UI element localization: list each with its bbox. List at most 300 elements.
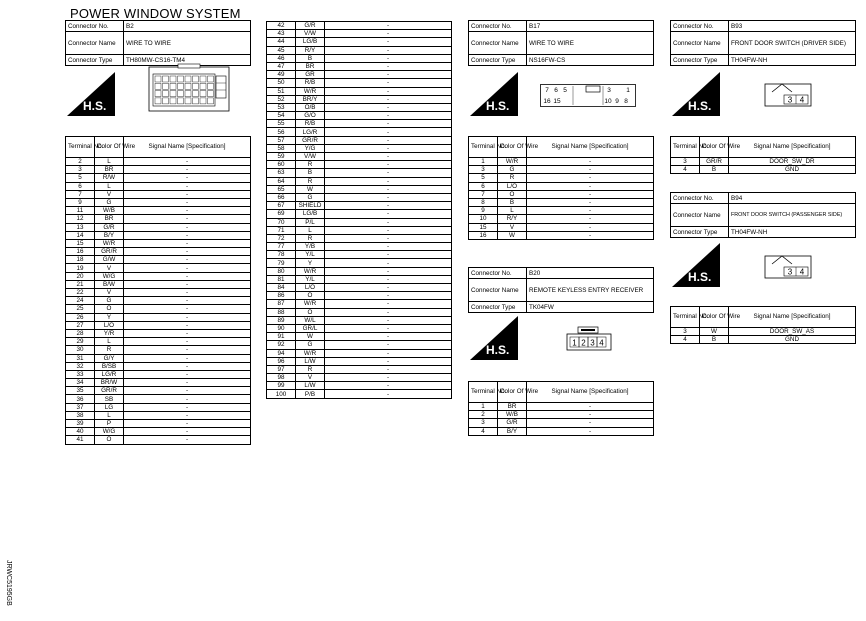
signal-name-cell: - (527, 182, 654, 190)
table-row (66, 346, 251, 354)
signal-name-cell: - (124, 280, 251, 288)
terminal-no-cell: 4 (671, 166, 700, 174)
b20-pin-label: 4 (599, 338, 604, 348)
terminal-no-cell: 47 (267, 62, 296, 70)
terminal-no-cell: 12 (66, 215, 95, 223)
terminal-no-cell: 25 (66, 305, 95, 313)
terminal-no-cell: 29 (66, 338, 95, 346)
signal-name-cell: - (325, 251, 452, 259)
signal-name-cell: - (124, 395, 251, 403)
wire-color-cell: O (95, 436, 124, 444)
terminal-no-cell: 11 (66, 207, 95, 215)
table-row (267, 374, 452, 382)
wire-color-cell: P/L (296, 218, 325, 226)
wire-color-cell: SB (95, 395, 124, 403)
wire-color-cell: O (95, 305, 124, 313)
wire-color-cell: W/L (296, 316, 325, 324)
terminal-no-header: Terminal No. (66, 137, 95, 158)
signal-name-cell: - (325, 382, 452, 390)
table-row (469, 215, 654, 223)
signal-name-cell: - (325, 234, 452, 242)
terminal-no-cell: 1 (469, 158, 498, 166)
terminal-no-cell: 26 (66, 313, 95, 321)
table-row (66, 264, 251, 272)
signal-name-cell: - (124, 198, 251, 206)
terminal-no-cell: 4 (469, 427, 498, 435)
table-row (267, 300, 452, 308)
terminal-no-cell: 16 (469, 231, 498, 239)
wire-color-cell: W/R (296, 349, 325, 357)
table-row (66, 289, 251, 297)
table-row (469, 174, 654, 182)
signal-name-cell: - (325, 169, 452, 177)
b20-connector-name: REMOTE KEYLESS ENTRY RECEIVER (527, 279, 654, 302)
wire-color-cell: GR/R (95, 387, 124, 395)
terminal-no-cell: 27 (66, 321, 95, 329)
signal-name-cell: - (325, 259, 452, 267)
signal-name-cell: - (325, 71, 452, 79)
terminal-no-cell: 64 (267, 177, 296, 185)
signal-name-cell: - (527, 427, 654, 435)
signal-name-header: Signal Name [Specification] (729, 307, 856, 328)
terminal-no-cell: 21 (66, 280, 95, 288)
terminal-no-cell: 19 (66, 264, 95, 272)
signal-name-cell: - (124, 387, 251, 395)
signal-name-cell: - (325, 185, 452, 193)
b20-connector-face-icon (566, 326, 612, 352)
b94-connector-type: TH04FW-NH (729, 227, 856, 238)
signal-name-cell: - (124, 166, 251, 174)
terminal-no-cell: 49 (267, 71, 296, 79)
table-row (66, 280, 251, 288)
connector-name-label: Connector Name (671, 32, 729, 55)
signal-name-cell: - (124, 411, 251, 419)
wire-color-cell: V (296, 374, 325, 382)
signal-name-cell: - (124, 403, 251, 411)
signal-name-cell: - (124, 354, 251, 362)
table-row (66, 207, 251, 215)
b2-pin-rows-a (66, 158, 251, 445)
b94-pin-label: 3 (787, 267, 793, 277)
wire-color-cell: R/B (296, 120, 325, 128)
wire-color-cell: V/W (296, 153, 325, 161)
signal-name-cell: - (325, 243, 452, 251)
terminal-no-cell: 28 (66, 329, 95, 337)
wire-color-cell: G (95, 297, 124, 305)
table-row (267, 267, 452, 275)
signal-name-cell: - (325, 202, 452, 210)
b17-pin-label: 1 (626, 87, 630, 94)
table-row (66, 174, 251, 182)
signal-name-cell: - (325, 153, 452, 161)
signal-name-cell: - (325, 218, 452, 226)
wire-color-cell: GR/R (95, 248, 124, 256)
wire-color-cell: GR/R (700, 158, 729, 166)
wire-color-cell: R (296, 177, 325, 185)
table-row (66, 420, 251, 428)
wire-color-cell: L (296, 226, 325, 234)
wire-color-cell: LG (95, 403, 124, 411)
table-row (66, 239, 251, 247)
table-row (267, 218, 452, 226)
table-row (267, 87, 452, 95)
table-row (267, 210, 452, 218)
wire-color-cell: R/Y (498, 215, 527, 223)
table-row (66, 231, 251, 239)
terminal-no-cell: 97 (267, 365, 296, 373)
signal-name-cell: - (325, 120, 452, 128)
wire-color-cell: B (296, 169, 325, 177)
wire-color-cell: L (95, 411, 124, 419)
b94-connector-face-icon (764, 250, 812, 280)
terminal-no-cell: 77 (267, 243, 296, 251)
terminal-no-cell: 92 (267, 341, 296, 349)
table-row (267, 136, 452, 144)
b94-connector-name: FRONT DOOR SWITCH (PASSENGER SIDE) (729, 204, 856, 227)
signal-name-cell: - (527, 231, 654, 239)
signal-name-cell: - (124, 346, 251, 354)
terminal-no-cell: 33 (66, 370, 95, 378)
terminal-no-cell: 100 (267, 390, 296, 398)
hs-badge-icon (672, 243, 722, 287)
wire-color-cell: B/SB (95, 362, 124, 370)
wire-color-cell: BR (95, 166, 124, 174)
wire-color-cell: BR (95, 215, 124, 223)
b17-connector-face-icon (540, 84, 636, 108)
b93-connector-info (670, 20, 856, 66)
table-row (66, 158, 251, 166)
signal-name-header: Signal Name [Specification] (527, 137, 654, 158)
terminal-no-cell: 87 (267, 300, 296, 308)
b17-pin-label: 16 (543, 98, 551, 105)
terminal-no-cell: 56 (267, 128, 296, 136)
terminal-no-cell: 38 (66, 411, 95, 419)
signal-name-cell: - (124, 338, 251, 346)
terminal-no-cell: 6 (469, 182, 498, 190)
signal-name-cell: - (325, 128, 452, 136)
connector-name-label: Connector Name (469, 279, 527, 302)
terminal-no-cell: 5 (66, 174, 95, 182)
hs-label: H.S. (486, 343, 510, 357)
connector-type-label: Connector Type (66, 55, 124, 66)
terminal-no-cell: 71 (267, 226, 296, 234)
table-row (469, 166, 654, 174)
table-row (66, 428, 251, 436)
table-row (267, 193, 452, 201)
table-row (267, 128, 452, 136)
table-row (267, 177, 452, 185)
table-row (267, 234, 452, 242)
table-row (267, 243, 452, 251)
b17-pin-label: 9 (615, 98, 619, 105)
b17-pin-label: 6 (554, 87, 558, 94)
terminal-no-cell: 99 (267, 382, 296, 390)
terminal-no-cell: 3 (671, 328, 700, 336)
b94-connector-info (670, 192, 856, 238)
table-row (267, 144, 452, 152)
terminal-no-cell: 57 (267, 136, 296, 144)
wire-color-cell: L/W (296, 357, 325, 365)
table-row (469, 223, 654, 231)
signal-name-cell: - (124, 158, 251, 166)
terminal-no-cell: 65 (267, 185, 296, 193)
terminal-no-cell: 14 (66, 231, 95, 239)
table-row (469, 419, 654, 427)
b2-pin-table-b (266, 21, 452, 399)
table-row (66, 215, 251, 223)
signal-name-cell: - (325, 95, 452, 103)
connector-type-label: Connector Type (671, 55, 729, 66)
wire-color-cell: W/R (296, 87, 325, 95)
table-row (66, 256, 251, 264)
table-row (66, 313, 251, 321)
b93-connector-no: B93 (729, 21, 856, 32)
signal-name-cell: - (325, 136, 452, 144)
terminal-no-cell: 39 (66, 420, 95, 428)
wire-color-cell: Y (296, 259, 325, 267)
b17-pin-table (468, 136, 654, 240)
wire-color-cell: W/B (498, 411, 527, 419)
signal-name-cell: - (325, 22, 452, 30)
terminal-no-cell: 78 (267, 251, 296, 259)
table-row (267, 79, 452, 87)
b17-pin-label: 7 (545, 87, 549, 94)
b93-connector-type: TH04FW-NH (729, 55, 856, 66)
table-row (267, 308, 452, 316)
table-row (66, 387, 251, 395)
b2-pin-table-a (65, 136, 251, 445)
hs-label: H.S. (688, 270, 712, 284)
b17-pin-label: 10 (604, 98, 612, 105)
signal-name-cell: - (527, 207, 654, 215)
wire-color-cell: Y/L (296, 275, 325, 283)
wire-color-cell: L/W (296, 382, 325, 390)
signal-name-cell: - (124, 313, 251, 321)
table-row (469, 190, 654, 198)
wire-color-cell: B (296, 54, 325, 62)
table-row (267, 62, 452, 70)
b20-pin-label: 3 (590, 338, 595, 348)
terminal-no-cell: 89 (267, 316, 296, 324)
terminal-no-cell: 91 (267, 333, 296, 341)
b93-pin-table (670, 136, 856, 174)
color-of-wire-header: Color Of Wire (95, 137, 124, 158)
terminal-no-cell: 9 (469, 207, 498, 215)
table-row (267, 71, 452, 79)
signal-name-header: Signal Name [Specification] (729, 137, 856, 158)
signal-name-cell: - (325, 30, 452, 38)
table-row (66, 395, 251, 403)
wire-color-cell: V (95, 264, 124, 272)
connector-no-label: Connector No. (671, 21, 729, 32)
b20-connector-type: TK04FW (527, 302, 654, 313)
terminal-no-cell: 1 (469, 403, 498, 411)
terminal-no-cell: 2 (66, 158, 95, 166)
table-row (66, 297, 251, 305)
table-row (267, 103, 452, 111)
wire-color-cell: LG/R (296, 128, 325, 136)
table-row (66, 411, 251, 419)
terminal-no-cell: 6 (66, 182, 95, 190)
table-row (66, 166, 251, 174)
b93-pin-rows (671, 158, 856, 174)
wire-color-cell: GR/R (296, 136, 325, 144)
terminal-no-cell: 13 (66, 223, 95, 231)
wire-color-cell: G (95, 198, 124, 206)
terminal-no-cell: 37 (66, 403, 95, 411)
signal-name-cell: - (325, 54, 452, 62)
signal-name-cell: - (325, 177, 452, 185)
b17-pin-label: 15 (553, 98, 561, 105)
table-row (267, 357, 452, 365)
terminal-no-cell: 46 (267, 54, 296, 62)
signal-name-cell: - (124, 370, 251, 378)
signal-name-cell: DOOR_SW_AS (729, 328, 856, 336)
signal-name-header: Signal Name [Specification] (527, 382, 654, 403)
signal-name-cell: - (124, 223, 251, 231)
side-code: JRWC5195GB (5, 560, 12, 606)
wire-color-cell: O (296, 292, 325, 300)
wire-color-cell: L (95, 182, 124, 190)
signal-name-cell: - (124, 215, 251, 223)
signal-name-cell: - (124, 248, 251, 256)
terminal-no-cell: 94 (267, 349, 296, 357)
b17-pin-label: 8 (624, 98, 628, 105)
wire-color-cell: R/W (95, 174, 124, 182)
wire-color-cell: R (296, 365, 325, 373)
table-row (66, 305, 251, 313)
terminal-no-cell: 8 (469, 198, 498, 206)
terminal-no-cell: 98 (267, 374, 296, 382)
terminal-no-cell: 3 (66, 166, 95, 174)
color-of-wire-header: Color Of Wire (498, 382, 527, 403)
terminal-no-cell: 67 (267, 202, 296, 210)
connector-name-label: Connector Name (469, 32, 527, 55)
wire-color-cell: GR/L (296, 324, 325, 332)
b94-connector-no: B94 (729, 193, 856, 204)
signal-name-cell: - (124, 182, 251, 190)
b2-connector-no: B2 (124, 21, 251, 32)
terminal-no-cell: 16 (66, 248, 95, 256)
terminal-no-cell: 81 (267, 275, 296, 283)
signal-name-cell: - (325, 38, 452, 46)
table-row (267, 341, 452, 349)
wire-color-cell: L/O (95, 321, 124, 329)
table-row (469, 182, 654, 190)
table-row (267, 120, 452, 128)
terminal-no-header: Terminal No. (469, 382, 498, 403)
terminal-no-cell: 52 (267, 95, 296, 103)
signal-name-cell: - (124, 297, 251, 305)
signal-name-cell: - (325, 308, 452, 316)
signal-name-cell: - (325, 275, 452, 283)
wire-color-cell: V/W (296, 30, 325, 38)
signal-name-header: Signal Name [Specification] (124, 137, 251, 158)
signal-name-cell: - (124, 174, 251, 182)
wire-color-cell: G (498, 166, 527, 174)
signal-name-cell: - (527, 174, 654, 182)
wire-color-cell: G/W (95, 256, 124, 264)
wire-color-cell: BR/W (95, 379, 124, 387)
terminal-no-cell: 50 (267, 79, 296, 87)
terminal-no-cell: 59 (267, 153, 296, 161)
signal-name-cell: - (124, 231, 251, 239)
wire-color-cell: G/O (296, 112, 325, 120)
wire-color-cell: O (296, 308, 325, 316)
signal-name-cell: - (325, 193, 452, 201)
terminal-no-cell: 4 (671, 336, 700, 344)
signal-name-cell: GND (729, 336, 856, 344)
hs-badge-icon (67, 72, 117, 116)
table-row (671, 328, 856, 336)
wire-color-cell: LG/R (95, 370, 124, 378)
signal-name-cell: GND (729, 166, 856, 174)
terminal-no-cell: 45 (267, 46, 296, 54)
terminal-no-cell: 35 (66, 387, 95, 395)
wire-color-cell: G/R (498, 419, 527, 427)
terminal-no-cell: 86 (267, 292, 296, 300)
wire-color-cell: B/Y (498, 427, 527, 435)
wire-color-cell: O (498, 190, 527, 198)
wire-color-cell: L/O (296, 284, 325, 292)
signal-name-cell: - (325, 374, 452, 382)
signal-name-cell: - (527, 411, 654, 419)
table-row (267, 46, 452, 54)
table-row (66, 329, 251, 337)
hs-label: H.S. (688, 99, 712, 113)
signal-name-cell: - (124, 379, 251, 387)
table-row (267, 169, 452, 177)
wire-color-cell: BR/Y (296, 95, 325, 103)
terminal-no-cell: 42 (267, 22, 296, 30)
connector-no-label: Connector No. (469, 21, 527, 32)
terminal-no-cell: 63 (267, 169, 296, 177)
terminal-no-header: Terminal No. (671, 307, 700, 328)
wire-color-cell: Y (95, 313, 124, 321)
signal-name-cell: DOOR_SW_DR (729, 158, 856, 166)
terminal-no-cell: 30 (66, 346, 95, 354)
wire-color-cell: L (95, 158, 124, 166)
b20-pin-rows (469, 403, 654, 436)
wire-color-cell: W/R (296, 267, 325, 275)
connector-no-label: Connector No. (469, 268, 527, 279)
terminal-no-cell: 60 (267, 161, 296, 169)
signal-name-cell: - (124, 362, 251, 370)
wire-color-cell: G (296, 193, 325, 201)
hs-badge-icon (672, 72, 722, 116)
terminal-no-cell: 40 (66, 428, 95, 436)
b93-pin-label: 3 (787, 95, 793, 105)
terminal-no-cell: 34 (66, 379, 95, 387)
terminal-no-header: Terminal No. (469, 137, 498, 158)
signal-name-cell: - (124, 239, 251, 247)
signal-name-cell: - (325, 144, 452, 152)
signal-name-cell: - (124, 207, 251, 215)
wire-color-cell: W (296, 333, 325, 341)
terminal-no-cell: 15 (469, 223, 498, 231)
signal-name-cell: - (325, 226, 452, 234)
signal-name-cell: - (124, 305, 251, 313)
wire-color-cell: L/O (498, 182, 527, 190)
table-row (66, 321, 251, 329)
terminal-no-cell: 32 (66, 362, 95, 370)
terminal-no-cell: 7 (469, 190, 498, 198)
wire-color-cell: BR (296, 62, 325, 70)
signal-name-cell: - (325, 267, 452, 275)
terminal-no-cell: 51 (267, 87, 296, 95)
signal-name-cell: - (325, 316, 452, 324)
wire-color-cell: R/B (296, 79, 325, 87)
